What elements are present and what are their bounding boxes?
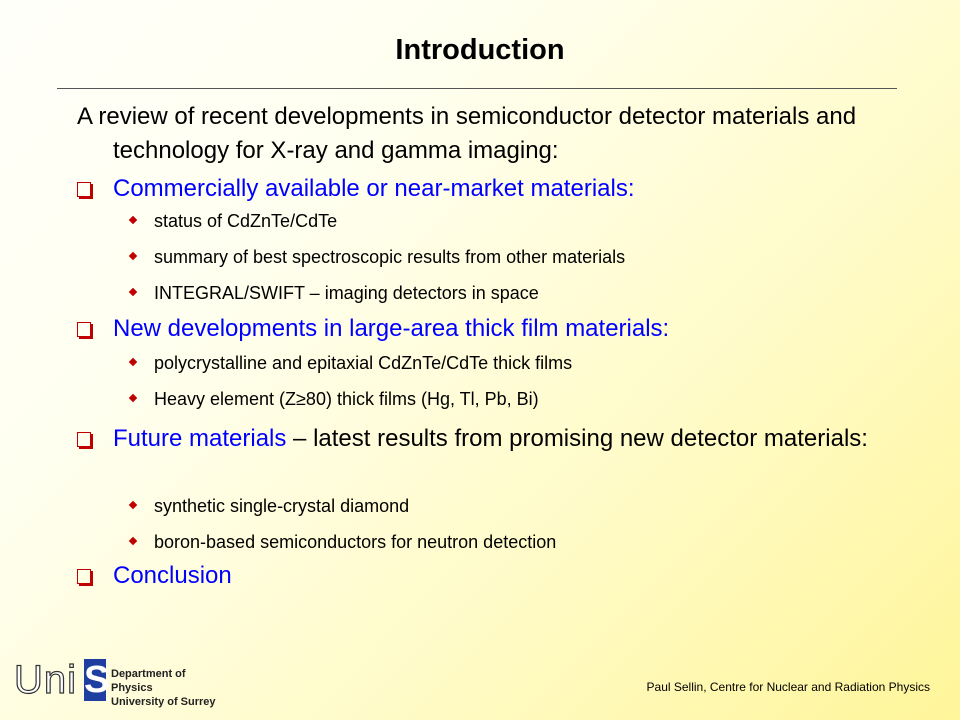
section-conclusion <box>77 559 897 593</box>
list-item-text: polycrystalline and epitaxial CdZnTe/CdTe thick films <box>154 353 573 373</box>
checkbox-bullet-icon <box>77 432 91 447</box>
section-heading <box>77 422 897 456</box>
section-heading: Commercially available or near-market materials: <box>113 175 635 202</box>
university-logo <box>14 655 224 708</box>
checkbox-bullet-icon <box>77 569 91 584</box>
author-credit: Paul Sellin, Centre for Nuclear and Radiation Physics <box>646 680 930 694</box>
logo-department <box>111 667 224 709</box>
list-item-text: summary of best spectroscopic results from other materials <box>154 247 626 267</box>
logo-wordmark: Uni <box>14 658 78 702</box>
list-item <box>130 281 890 305</box>
section-heading: Conclusion <box>113 562 232 589</box>
intro-paragraph: A review of recent developments in semiconductor detector materials and technology for X-ray and gamma imaging: <box>77 103 857 164</box>
logo-dept-line2: University of Surrey <box>111 696 216 708</box>
list-item <box>130 351 890 375</box>
title-divider <box>57 88 897 89</box>
list-item-text: status of CdZnTe/CdTe <box>154 211 338 231</box>
list-item <box>130 245 890 269</box>
section-heading-highlight: Future materials <box>113 425 287 452</box>
logo-dept-line1: Department of Physics <box>111 668 186 694</box>
section-new-developments <box>77 312 897 346</box>
list-item <box>130 530 890 554</box>
list-item-text: synthetic single-crystal diamond <box>154 496 410 516</box>
checkbox-bullet-icon <box>77 322 91 337</box>
list-item <box>130 387 890 411</box>
section-commercial <box>77 172 897 206</box>
list-item-text: boron-based semiconductors for neutron detection <box>154 532 557 552</box>
list-item-text: INTEGRAL/SWIFT – imaging detectors in space <box>154 283 539 303</box>
list-item-text: Heavy element (Z≥80) thick films (Hg, Tl, Pb, Bi) <box>154 389 539 409</box>
logo-s-mark: S <box>84 659 110 701</box>
section-heading: New developments in large-area thick film materials: <box>113 315 670 342</box>
list-item <box>130 494 890 518</box>
section-heading-rest: – latest results from promising new detector materials: <box>286 425 868 452</box>
checkbox-bullet-icon <box>77 182 91 197</box>
section-future <box>77 422 897 456</box>
slide-title: Introduction <box>395 34 565 66</box>
list-item <box>130 209 890 233</box>
